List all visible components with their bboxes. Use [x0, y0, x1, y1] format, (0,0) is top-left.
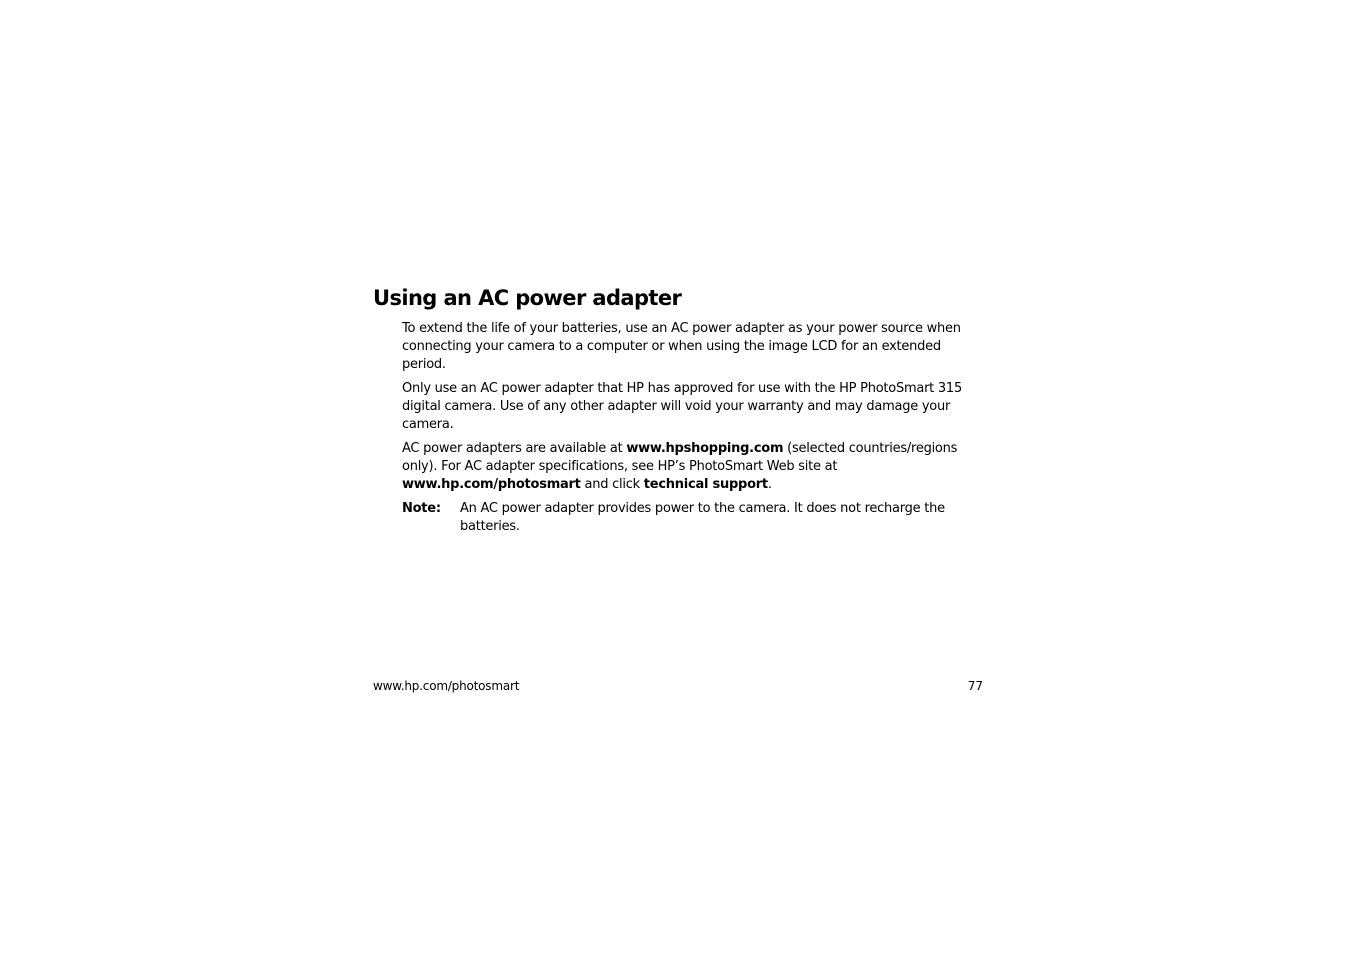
paragraph-availability [402, 440, 987, 494]
footer-url: www.hp.com/photosmart [373, 679, 520, 693]
note [402, 500, 987, 536]
note-label: Note: [402, 501, 441, 516]
paragraph-battery-life: To extend the life of your batteries, use an AC power adapter as your power source when connecting your camera to a computer or when using the image LCD for an extended period. [402, 321, 961, 372]
paragraph-approved-adapter: Only use an AC power adapter that HP has approved for use with the HP PhotoSmart 315 digital camera. Use of any other adapter will void your warranty and may damage your camera. [402, 381, 962, 432]
availability-text-end: . [767, 477, 772, 492]
note-text: An AC power adapter provides power to the camera. It does not recharge the batteries. [460, 501, 945, 534]
page-title: Using an AC power adapter [373, 286, 682, 310]
page-number: 77 [967, 679, 983, 693]
photosmart-link[interactable]: www.hp.com/photosmart [402, 477, 581, 492]
body-text [402, 320, 987, 536]
availability-text-middle: (selected countries/regions only). For AC adapter specifications, see HP’s PhotoSmart Web site at [402, 441, 958, 474]
hpshopping-link[interactable]: www.hpshopping.com [626, 441, 784, 456]
availability-text-start: AC power adapters are available at [402, 441, 627, 456]
technical-support-link[interactable]: technical support [643, 477, 768, 492]
availability-text-click: and click [580, 477, 644, 492]
